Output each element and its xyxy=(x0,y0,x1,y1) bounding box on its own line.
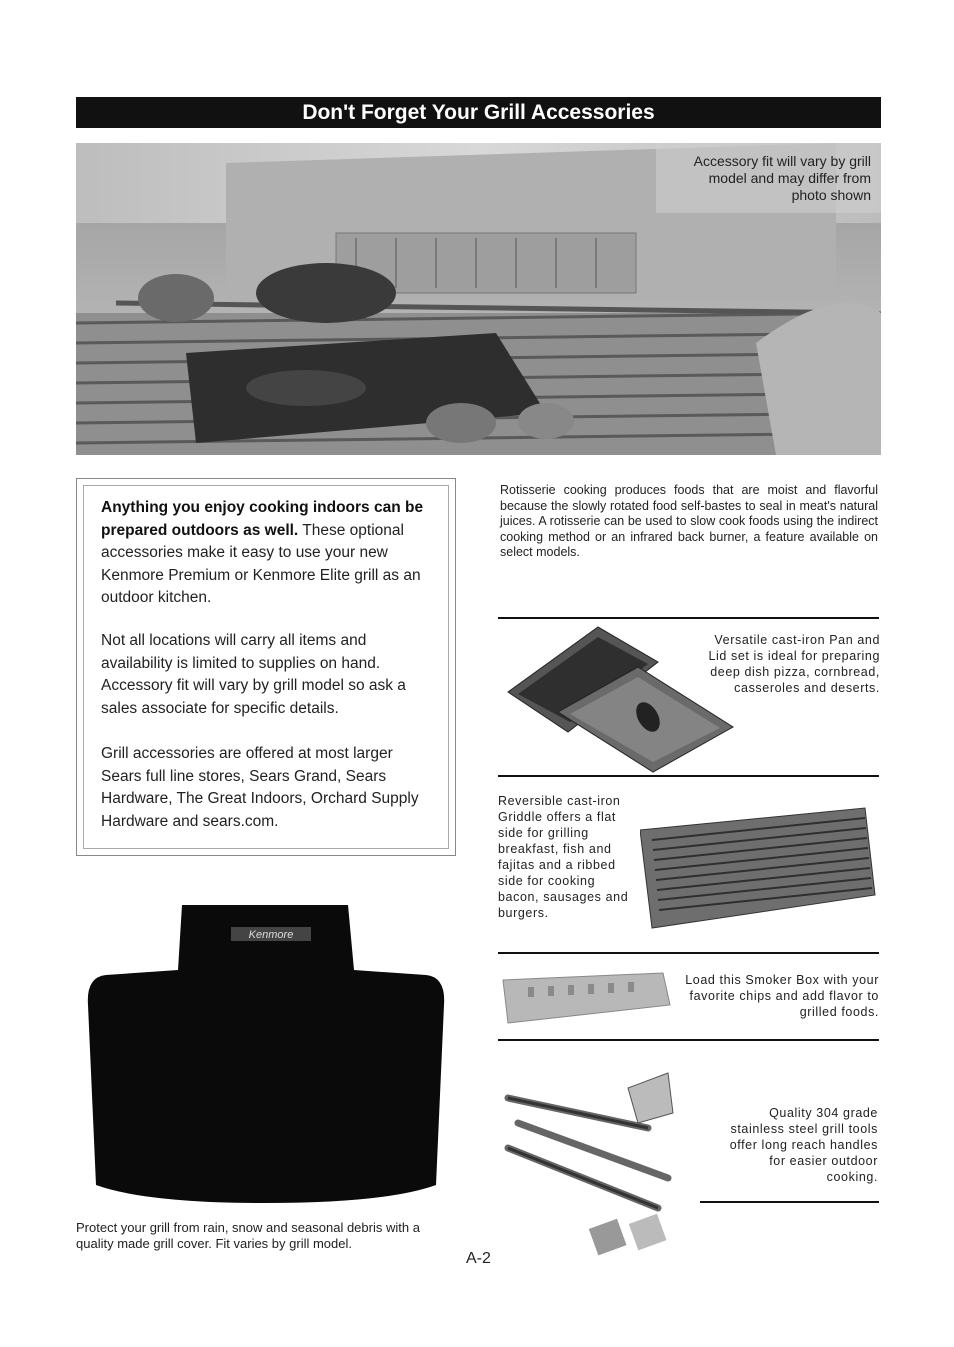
availability-paragraph: Not all locations will carry all items and availability is limited to supplies on hand. Accessory fit will vary by grill model so ask a sales associate for specific details. xyxy=(101,632,406,717)
intro-bold: Anything you enjoy cooking indoors can be prepared outdoors as well. xyxy=(101,499,424,539)
cover-caption: Protect your grill from rain, snow and seasonal debris with a quality made grill cover. Fit varies by grill model. xyxy=(76,1220,420,1251)
griddle-image xyxy=(640,800,880,932)
grill-cover-image xyxy=(86,905,446,1205)
pan-description: Versatile cast-iron Pan and Lid set is ideal for preparing deep dish pizza, cornbread, casseroles and deserts. xyxy=(708,633,880,695)
grill-tools-image xyxy=(498,1068,728,1268)
fit-disclaimer: Accessory fit will vary by grill model and may differ from photo shown xyxy=(693,153,871,203)
kenmore-logo: Kenmore xyxy=(248,929,294,941)
intro-paragraph xyxy=(101,497,431,610)
rotisserie-photo xyxy=(76,143,881,455)
stores-paragraph: Grill accessories are offered at most larger Sears full line stores, Sears Grand, Sears Hardware, The Great Indoors, Orchard Supply Hardware and sears.com. xyxy=(101,745,419,830)
section-divider xyxy=(498,952,879,954)
info-box xyxy=(76,478,456,856)
griddle-description: Reversible cast-iron Griddle offers a flat side for grilling breakfast, fish and fajitas and a ribbed side for cooking bacon, sausages and burgers. xyxy=(498,794,629,920)
rotisserie-description: Rotisserie cooking produces foods that are moist and flavorful because the slowly rotated food self-bastes to seal in meat's natural juices. A rotisserie can be used to slow cook foods using the indirect cooking method or an infrared back burner, a feature available on select models. xyxy=(500,483,878,559)
smoker-box-image xyxy=(498,965,678,1027)
intro-rest: These optional accessories make it easy to use your new Kenmore Premium or Kenmore Elite grill as an outdoor kitchen. xyxy=(101,521,421,606)
page-title-banner: Don't Forget Your Grill Accessories xyxy=(76,97,881,128)
tools-description: Quality 304 grade stainless steel grill tools offer long reach handles for easier outdoor cooking. xyxy=(729,1106,878,1184)
section-divider xyxy=(498,775,879,777)
smoker-description: Load this Smoker Box with your favorite chips and add flavor to grilled foods. xyxy=(685,973,879,1019)
section-divider xyxy=(498,617,879,619)
section-divider xyxy=(498,1039,879,1041)
page-number: A-2 xyxy=(466,1250,491,1267)
section-divider xyxy=(700,1201,879,1203)
